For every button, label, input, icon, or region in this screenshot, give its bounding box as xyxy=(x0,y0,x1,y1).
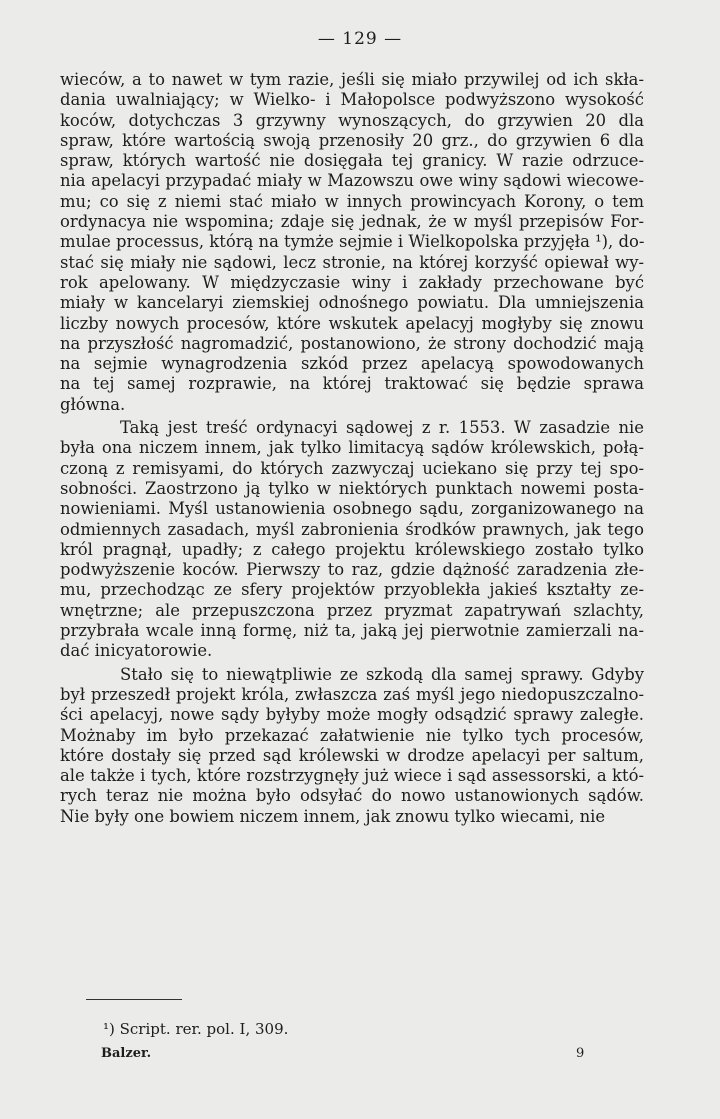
text-line: podwyższenie koców. Pierwszy to raz, gdzie dążność zaradzenia złe- xyxy=(60,560,644,580)
text-line: była ona niczem innem, jak tylko limitacyą sądów królewskich, połą- xyxy=(60,438,644,458)
text-line: na przyszłość nagromadzić, postanowiono, że strony dochodzić mają xyxy=(60,333,644,353)
text-line: główna. xyxy=(60,394,126,414)
sheet-number: 9 xyxy=(576,1046,585,1061)
text-line: mu; co się z niemi stać miało w innych prowincyach Korony, o tem xyxy=(60,191,644,211)
footnote-divider xyxy=(86,999,182,1000)
text-line: na tej samej rozprawie, na której traktować się będzie sprawa xyxy=(60,374,644,394)
text-line: wnętrzne; ale przepuszczona przez pryzmat zapatrywań szlachty, xyxy=(60,600,644,620)
text-line: dać inicyatorowie. xyxy=(60,641,213,661)
text-line: wieców, a to nawet w tym razie, jeśli się miało przywilej od ich skła- xyxy=(60,70,644,89)
text-line: sobności. Zaostrzono ją tylko w niektórych punktach nowemi posta- xyxy=(60,478,644,498)
text-line: dania uwalniający; w Wielko- i Małopolsce podwyższono wysokość xyxy=(60,90,644,110)
text-line: mulae processus, którą na tymże sejmie i Wielkopolska przyjęła ¹), do- xyxy=(60,232,645,252)
text-line: ordynacya nie wspomina; zdaje się jednak, że w myśl przepisów For- xyxy=(60,212,644,232)
text-line: spraw, które wartością swoją przenosiły 20 grz., do grzywien 6 dla xyxy=(60,130,644,150)
text-line: Nie były one bowiem niczem innem, jak znowu tylko wiecami, nie xyxy=(60,806,606,826)
text-line: ści apelacyj, nowe sądy byłyby może mogły odsądzić sprawy zaległe. xyxy=(60,705,644,725)
text-line: stać się miały nie sądowi, lecz stronie, na której korzyść opiewał wy- xyxy=(60,252,644,272)
text-line: był przeszedł projekt króla, zwłaszcza zaś myśl jego niedopuszczalno- xyxy=(60,684,644,704)
text-line: miały w kancelaryi ziemskiej odnośnego powiatu. Dla umniejszenia xyxy=(60,293,644,313)
text-line: nia apelacyi przypadać miały w Mazowszu owe winy sądowi wiecowe- xyxy=(60,171,644,191)
text-line: odmiennych zasadach, myśl zabronienia środków prawnych, jak tego xyxy=(60,519,644,539)
text-line: koców, dotychczas 3 grzywny wynoszących, do grzywien 20 dla xyxy=(60,110,644,130)
text-line: Taką jest treść ordynacyi sądowej z r. 1553. W zasadzie nie xyxy=(120,418,644,438)
text-line: rych teraz nie można było odsyłać do nowo ustanowionych sądów. xyxy=(60,786,644,806)
body-text xyxy=(60,70,644,827)
text-line: mu, przechodząc ze sfery projektów przyoblekła jakieś kształty ze- xyxy=(60,580,644,600)
text-line: które dostały się przed sąd królewski w drodze apelacyi per saltum, xyxy=(60,745,644,765)
text-line: czoną z remisyami, do których zazwyczaj uciekano się przy tej spo- xyxy=(60,458,644,478)
text-line: liczby nowych procesów, które wskutek apelacyj mogłyby się znowu xyxy=(60,313,644,333)
text-line: rok apelowany. W międzyczasie winy i zakłady przechowane być xyxy=(60,272,644,292)
page-number: — 129 — xyxy=(317,29,403,49)
text-line: przybrała wcale inną formę, niż ta, jaką jej pierwotnie zamierzali na- xyxy=(60,621,644,641)
text-line: ale także i tych, które rozstrzygnęły już wiece i sąd assessorski, a któ- xyxy=(60,766,644,786)
footnote: ¹) Script. rer. pol. I, 309. xyxy=(103,1020,289,1038)
text-line: spraw, których wartość nie dosięgała tej granicy. W razie odrzuce- xyxy=(60,151,644,171)
text-line: Możnaby im było przekazać załatwienie nie tylko tych procesów, xyxy=(60,725,644,745)
text-line: na sejmie wynagrodzenia szkód przez apelacyą spowodowanych xyxy=(60,354,644,374)
text-line: nowieniami. Myśl ustanowienia osobnego sądu, zorganizowanego na xyxy=(60,499,644,519)
printer-signature: Balzer. xyxy=(101,1046,152,1061)
text-line: król pragnął, upadły; z całego projektu królewskiego zostało tylko xyxy=(60,539,644,559)
text-line: Stało się to niewątpliwie ze szkodą dla samej sprawy. Gdyby xyxy=(120,664,644,684)
